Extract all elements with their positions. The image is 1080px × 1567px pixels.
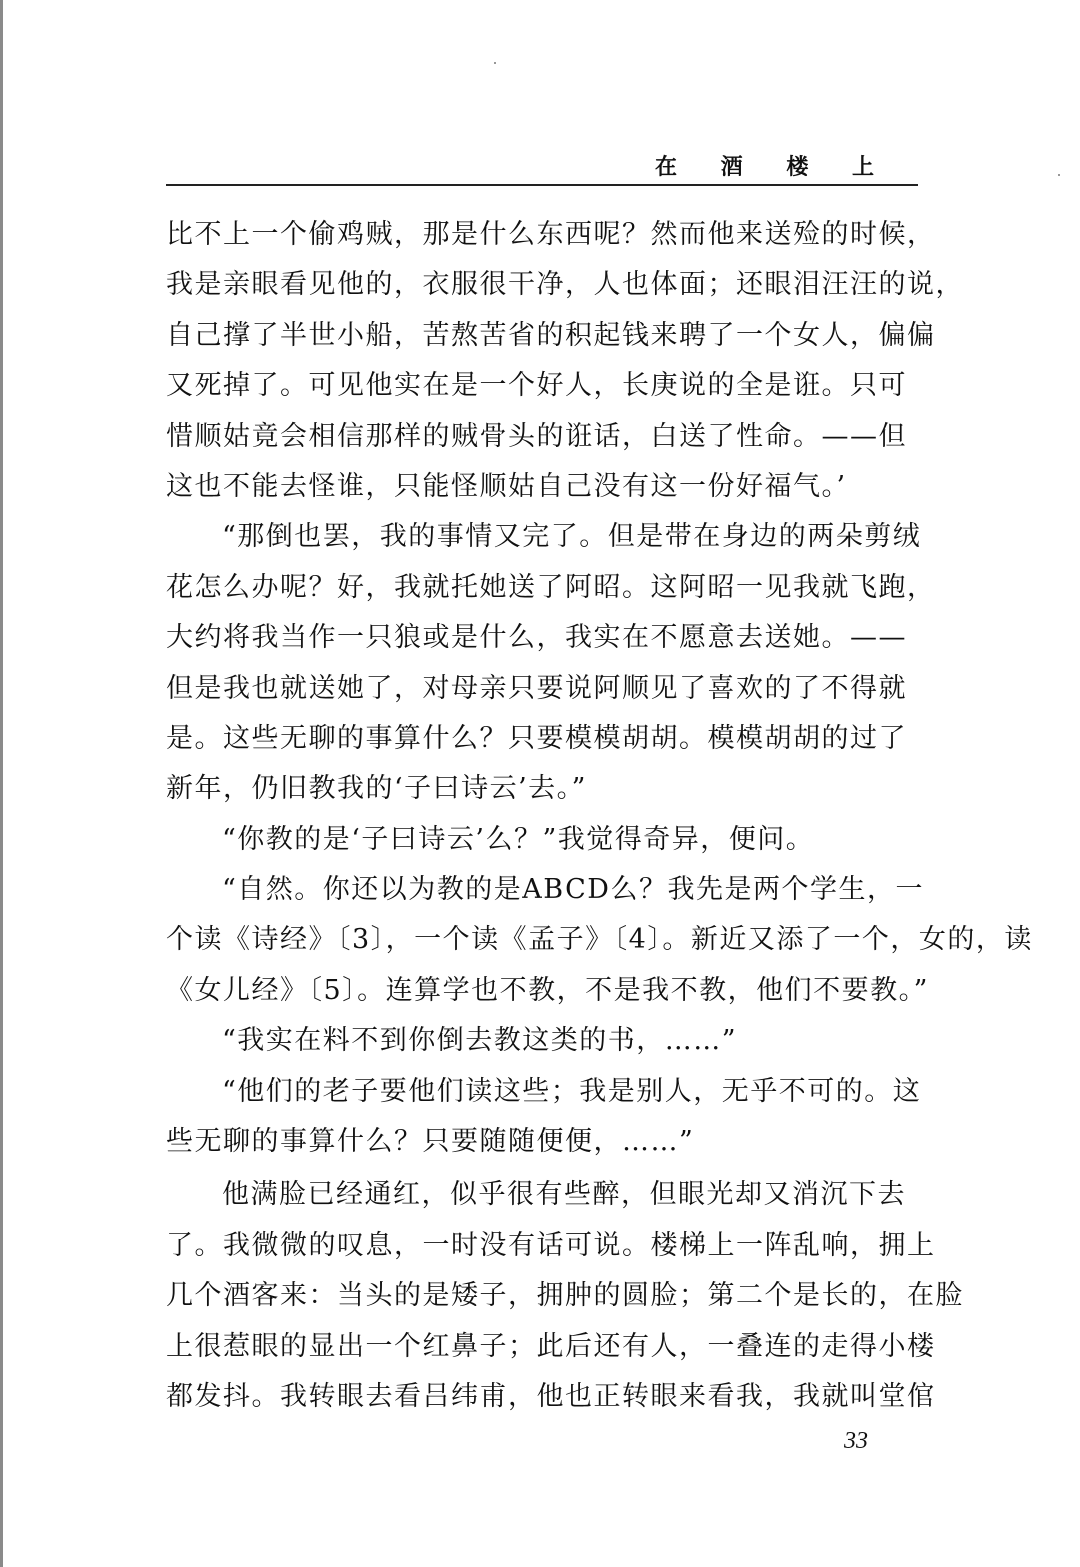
text-line: 花怎么办呢？好，我就托她送了阿昭。这阿昭一见我就飞跑， — [166, 571, 936, 603]
scan-speck — [494, 62, 496, 64]
body-text — [166, 210, 1033, 1422]
text-line: 些无聊的事算什么？只要随随便便，……” — [166, 1126, 695, 1158]
scan-speck — [1058, 174, 1060, 176]
text-line: 但是我也就送她了，对母亲只要说阿顺见了喜欢的了不得就 — [166, 672, 907, 704]
text-line: “你教的是‘子曰诗云’么？”我觉得奇异，便问。 — [222, 823, 815, 855]
text-line: 又死掉了。可见他实在是一个好人，长庚说的全是诳。只可 — [166, 370, 907, 402]
page-left-edge — [0, 0, 3, 1567]
text-line: 这也不能去怪谁，只能怪顺姑自己没有这一份好福气。’ — [166, 470, 847, 502]
text-line: “自然。你还以为教的是ABCD么？我先是两个学生，一 — [222, 874, 924, 906]
text-line: 我是亲眼看见他的，衣服很干净，人也体面；还眼泪汪汪的说， — [166, 269, 964, 301]
text-line: 了。我微微的叹息，一时没有话可说。楼梯上一阵乱响，拥上 — [166, 1229, 936, 1261]
page-number: 33 — [844, 1428, 868, 1454]
text-line: 新年，仍旧教我的‘子曰诗云’去。” — [166, 773, 587, 805]
text-line: 都发抖。我转眼去看吕纬甫，他也正转眼来看我，我就叫堂倌 — [166, 1380, 936, 1412]
text-line: “那倒也罢，我的事情又完了。但是带在身边的两朵剪绒 — [222, 521, 922, 553]
text-line: 自己撑了半世小船，苦熬苦省的积起钱来聘了一个女人，偏偏 — [166, 319, 936, 351]
text-line: 《女儿经》〔5〕。连算学也不教，不是我不教，他们不要教。” — [166, 974, 929, 1006]
running-header — [166, 140, 918, 186]
text-line: 比不上一个偷鸡贼，那是什么东西呢？然而他来送殓的时候， — [166, 219, 936, 250]
text-line: 惜顺姑竟会相信那样的贼骨头的诳话，白送了性命。——但 — [166, 420, 907, 452]
running-header-title: 在 酒 楼 上 — [655, 154, 892, 180]
text-line: 几个酒客来：当头的是矮子，拥肿的圆脸；第二个是长的，在脸 — [166, 1280, 964, 1312]
text-line: 他满脸已经通红，似乎很有些醉，但眼光却又消沉下去 — [222, 1179, 906, 1211]
text-line: 上很惹眼的显出一个红鼻子；此后还有人，一叠连的走得小楼 — [166, 1330, 936, 1362]
text-line: “他们的老子要他们读这些；我是别人，无乎不可的。这 — [222, 1075, 922, 1107]
text-line: 大约将我当作一只狼或是什么，我实在不愿意去送她。—— — [166, 622, 907, 654]
text-line: “我实在料不到你倒去教这类的书，……” — [222, 1025, 738, 1057]
text-line: 个读《诗经》〔3〕，一个读《孟子》〔4〕。新近又添了一个，女的，读 — [166, 924, 1033, 956]
text-line: 是。这些无聊的事算什么？只要模模胡胡。模模胡胡的过了 — [166, 722, 907, 754]
